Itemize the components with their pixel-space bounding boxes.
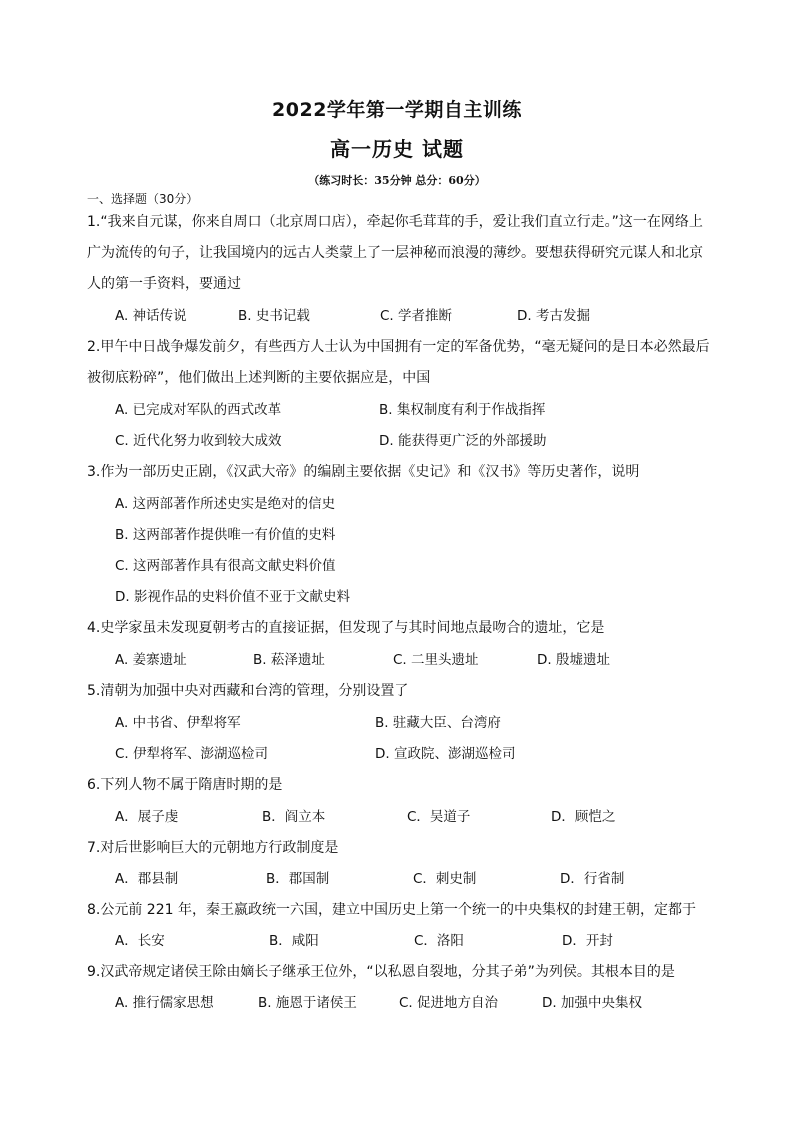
question-9-option-d: D. 加强中央集权 xyxy=(542,995,642,1011)
question-7-option-a: A．郡县制 xyxy=(115,871,179,887)
question-7-line-1: 7.对后世影响巨大的元朝地方行政制度是 xyxy=(87,840,339,856)
question-1-option-b: B. 史书记载 xyxy=(238,308,310,324)
question-2-line-2: 被彻底粉碎”，他们做出上述判断的主要依据应是，中国 xyxy=(87,370,431,386)
question-1-option-c: C. 学者推断 xyxy=(380,308,453,324)
question-7-option-b: B．郡国制 xyxy=(266,871,330,887)
question-5-line-1: 5.清朝为加强中央对西藏和台湾的管理，分别设置了 xyxy=(87,683,409,699)
question-6-option-b: B．阎立本 xyxy=(262,809,326,825)
question-2-option-b: B. 集权制度有利于作战指挥 xyxy=(379,402,546,418)
question-9-option-b: B. 施恩于诸侯王 xyxy=(258,995,357,1011)
question-1-line-1: 1.“我来自元谋，你来自周口（北京周口店），牵起你毛茸茸的手，爱让我们直立行走。”这一在网络上 xyxy=(87,214,703,230)
question-2-line-1: 2.甲午中日战争爆发前夕，有些西方人士认为中国拥有一定的军备优势，“毫无疑问的是日本必然最后 xyxy=(87,339,710,355)
question-1-line-3: 人的第一手资料，要通过 xyxy=(87,276,241,292)
question-4-option-a: A. 姜寨遗址 xyxy=(115,652,187,668)
question-3-option-c: C. 这两部著作具有很高文献史料价值 xyxy=(115,558,336,574)
question-3-line-1: 3.作为一部历史正剧，《汉武大帝》的编剧主要依据《史记》和《汉书》等历史著作，说明 xyxy=(87,464,640,480)
question-8-option-a: A．长安 xyxy=(115,933,165,949)
question-1-option-d: D. 考古发掘 xyxy=(517,308,590,324)
question-4-option-d: D. 殷墟遗址 xyxy=(537,652,610,668)
question-9-option-c: C. 促进地方自治 xyxy=(399,995,499,1011)
exam-meta: （练习时长：35分钟 总分：60分） xyxy=(308,174,486,187)
question-1-option-a: A. 神话传说 xyxy=(115,308,187,324)
question-5-option-c: C. 伊犁将军、澎湖巡检司 xyxy=(115,746,269,762)
question-8-option-b: B．咸阳 xyxy=(269,933,319,949)
question-8-option-d: D．开封 xyxy=(562,933,613,949)
question-5-option-a: A. 中书省、伊犁将军 xyxy=(115,715,241,731)
question-8-option-c: C．洛阳 xyxy=(414,933,464,949)
question-5-option-d: D. 宣政院、澎湖巡检司 xyxy=(375,746,516,762)
question-3-option-b: B. 这两部著作提供唯一有价值的史料 xyxy=(115,527,336,543)
question-4-option-b: B. 菘泽遗址 xyxy=(253,652,325,668)
question-7-option-d: D．行省制 xyxy=(560,871,625,887)
question-6-option-a: A．展子虔 xyxy=(115,809,179,825)
question-3-option-d: D. 影视作品的史料价值不亚于文献史料 xyxy=(115,589,350,605)
question-4-option-c: C. 二里头遗址 xyxy=(393,652,479,668)
exam-subtitle: 高一历史 试题 xyxy=(330,137,464,161)
question-9-option-a: A. 推行儒家思想 xyxy=(115,995,214,1011)
question-2-option-d: D. 能获得更广泛的外部援助 xyxy=(379,433,547,449)
question-1-line-2: 广为流传的句子，让我国境内的远古人类蒙上了一层神秘而浪漫的薄纱。要想获得研究元谋人和北京 xyxy=(87,245,703,261)
question-6-line-1: 6.下列人物不属于隋唐时期的是 xyxy=(87,777,283,793)
question-3-option-a: A. 这两部著作所述史实是绝对的信史 xyxy=(115,496,336,512)
question-7-option-c: C．刺史制 xyxy=(413,871,477,887)
exam-title: 2022学年第一学期自主训练 xyxy=(272,99,522,121)
question-8-line-1: 8.公元前 221 年，秦王嬴政统一六国，建立中国历史上第一个统一的中央集权的封建王朝，定都于 xyxy=(87,902,696,918)
question-4-line-1: 4.史学家虽未发现夏朝考古的直接证据，但发现了与其时间地点最吻合的遗址，它是 xyxy=(87,620,605,636)
question-2-option-a: A. 已完成对军队的西式改革 xyxy=(115,402,282,418)
section-heading: 一、选择题（30分） xyxy=(87,192,199,206)
question-6-option-d: D．顾恺之 xyxy=(551,809,616,825)
question-6-option-c: C．吴道子 xyxy=(407,809,471,825)
question-2-option-c: C. 近代化努力收到较大成效 xyxy=(115,433,282,449)
question-5-option-b: B. 驻藏大臣、台湾府 xyxy=(375,715,501,731)
question-9-line-1: 9.汉武帝规定诸侯王除由嫡长子继承王位外，“以私恩自裂地，分其子弟”为列侯。其根本目的是 xyxy=(87,964,675,980)
